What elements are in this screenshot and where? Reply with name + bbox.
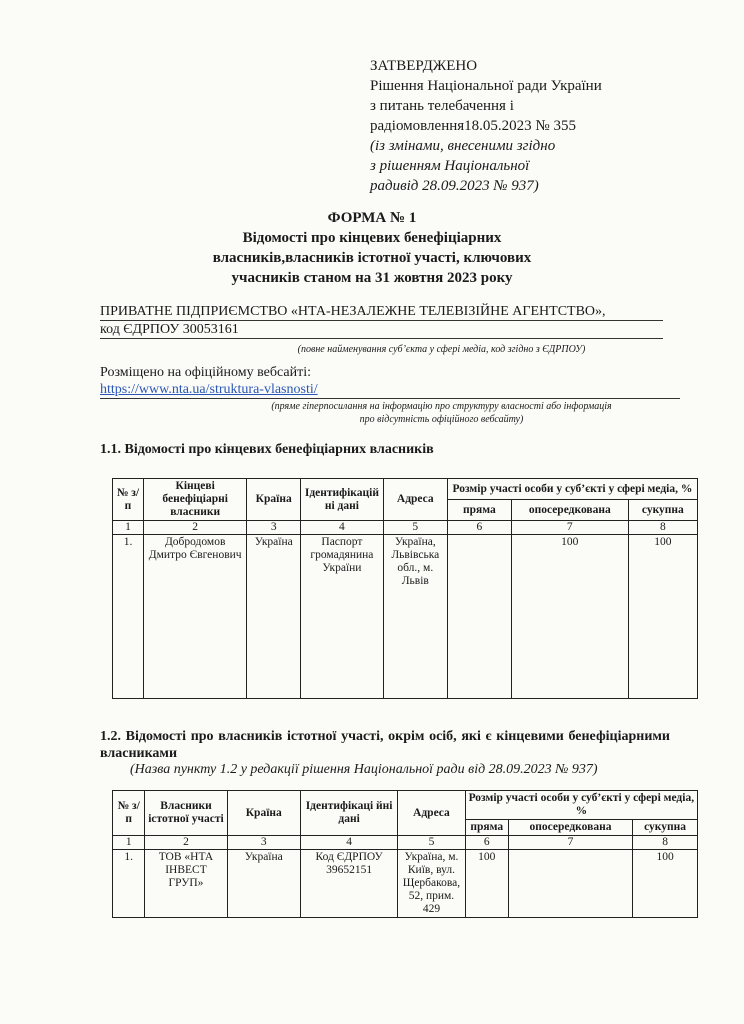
- cell-total: 100: [628, 535, 697, 699]
- cell-direct: [447, 535, 511, 699]
- entity-name: ПРИВАТНЕ ПІДПРИЄМСТВО «НТА-НЕЗАЛЕЖНЕ ТЕЛЕВІЗІЙНЕ АГЕНТСТВО»,: [100, 303, 663, 321]
- header-id: Ідентифікацій ні дані: [301, 479, 384, 521]
- website-hint-line: (пряме гіперпосилання на інформацію про структуру власності або інформація: [271, 401, 612, 412]
- entity-code: код ЄДРПОУ 30053161: [100, 321, 663, 339]
- table-row: [113, 850, 698, 918]
- entity-block: [100, 303, 663, 358]
- cell-num: 1.: [113, 535, 144, 699]
- cell-address: Україна, м. Київ, вул. Щербакова, 52, прим. 429: [398, 850, 465, 918]
- column-number: 7: [508, 836, 632, 850]
- approval-line: ЗАТВЕРДЖЕНО: [370, 58, 478, 74]
- cell-address: Україна, Львівська обл., м. Львів: [383, 535, 447, 699]
- approval-line: з питань телебачення і: [370, 98, 514, 114]
- header-country: Країна: [247, 479, 301, 521]
- header-num: № з/п: [113, 791, 145, 836]
- approval-amendment-line: (із змінами, внесеними згідно: [370, 138, 556, 154]
- cell-indirect: [508, 850, 632, 918]
- cell-id: Код ЄДРПОУ 39652151: [300, 850, 397, 918]
- header-owners: Кінцеві бенефіціарні власники: [144, 479, 247, 521]
- column-number: 6: [447, 521, 511, 535]
- cell-owner: Добродомов Дмитро Євгенович: [144, 535, 247, 699]
- header-address: Адреса: [398, 791, 465, 836]
- entity-hint: (повне найменування суб’єкта у сфері медіа, код згідно з ЄДРПОУ): [297, 344, 586, 355]
- header-owners: Власники істотної участі: [145, 791, 227, 836]
- column-number: 3: [227, 836, 300, 850]
- website-hint: [100, 400, 663, 426]
- header-num: № з/п: [113, 479, 144, 521]
- header-total: сукупна: [628, 500, 697, 521]
- column-number: 6: [465, 836, 508, 850]
- column-number: 2: [144, 521, 247, 535]
- form-title-line: Відомості про кінцевих бенефіціарних: [242, 230, 502, 246]
- section-2-note: (Назва пункту 1.2 у редакції рішення Національної ради від 28.09.2023 № 937): [130, 762, 598, 777]
- header-share: Розмір участі особи у суб’єкті у сфері медіа, %: [465, 791, 697, 820]
- section-2-title: 1.2. Відомості про власників істотної участі, окрім осіб, які є кінцевими бенефіціарними власниками: [100, 729, 670, 761]
- header-direct: пряма: [447, 500, 511, 521]
- header-direct: пряма: [465, 820, 508, 836]
- form-heading: [0, 208, 744, 288]
- approval-amendment-line: радивід 28.09.2023 № 937): [370, 178, 539, 194]
- column-number: 7: [511, 521, 628, 535]
- cell-owner: ТОВ «НТА ІНВЕСТ ГРУП»: [145, 850, 227, 918]
- form-title-line: учасників станом на 31 жовтня 2023 року: [231, 270, 513, 286]
- cell-num: 1.: [113, 850, 145, 918]
- website-link[interactable]: https://www.nta.ua/struktura-vlasnosti/: [100, 381, 680, 399]
- approval-amendment-line: з рішенням Національної: [370, 158, 530, 174]
- website-label: Розміщено на офіційному вебсайті:: [100, 365, 311, 380]
- header-total: сукупна: [633, 820, 698, 836]
- column-number: 4: [301, 521, 384, 535]
- approval-block: [370, 56, 602, 196]
- cell-indirect: 100: [511, 535, 628, 699]
- column-number: 5: [383, 521, 447, 535]
- column-number: 8: [633, 836, 698, 850]
- website-hint-line: про відсутність офіційного вебсайту): [359, 414, 524, 425]
- cell-country: Україна: [227, 850, 300, 918]
- column-number: 1: [113, 836, 145, 850]
- column-number: 2: [145, 836, 227, 850]
- header-indirect: опосередкована: [508, 820, 632, 836]
- column-number: 1: [113, 521, 144, 535]
- column-number: 8: [628, 521, 697, 535]
- approval-line: Рішення Національної ради України: [370, 78, 602, 94]
- header-share: Розмір участі особи у суб’єкті у сфері медіа, %: [447, 479, 697, 500]
- header-id: Ідентифікаці йні дані: [300, 791, 397, 836]
- cell-id: Паспорт громадянина України: [301, 535, 384, 699]
- header-country: Країна: [227, 791, 300, 836]
- column-number: 4: [300, 836, 397, 850]
- cell-direct: 100: [465, 850, 508, 918]
- significant-owners-table: [112, 790, 698, 918]
- approval-line: радіомовлення18.05.2023 № 355: [370, 118, 576, 134]
- header-indirect: опосередкована: [511, 500, 628, 521]
- cell-country: Україна: [247, 535, 301, 699]
- header-address: Адреса: [383, 479, 447, 521]
- section-1-title: 1.1. Відомості про кінцевих бенефіціарних власників: [100, 442, 434, 457]
- cell-total: 100: [633, 850, 698, 918]
- column-number: 5: [398, 836, 465, 850]
- table-row: [113, 535, 698, 699]
- column-number: 3: [247, 521, 301, 535]
- beneficiaries-table: [112, 478, 698, 699]
- form-title-line: власників,власників істотної участі, ключових: [212, 250, 532, 266]
- form-number: ФОРМА № 1: [327, 210, 417, 226]
- website-block: [100, 364, 663, 426]
